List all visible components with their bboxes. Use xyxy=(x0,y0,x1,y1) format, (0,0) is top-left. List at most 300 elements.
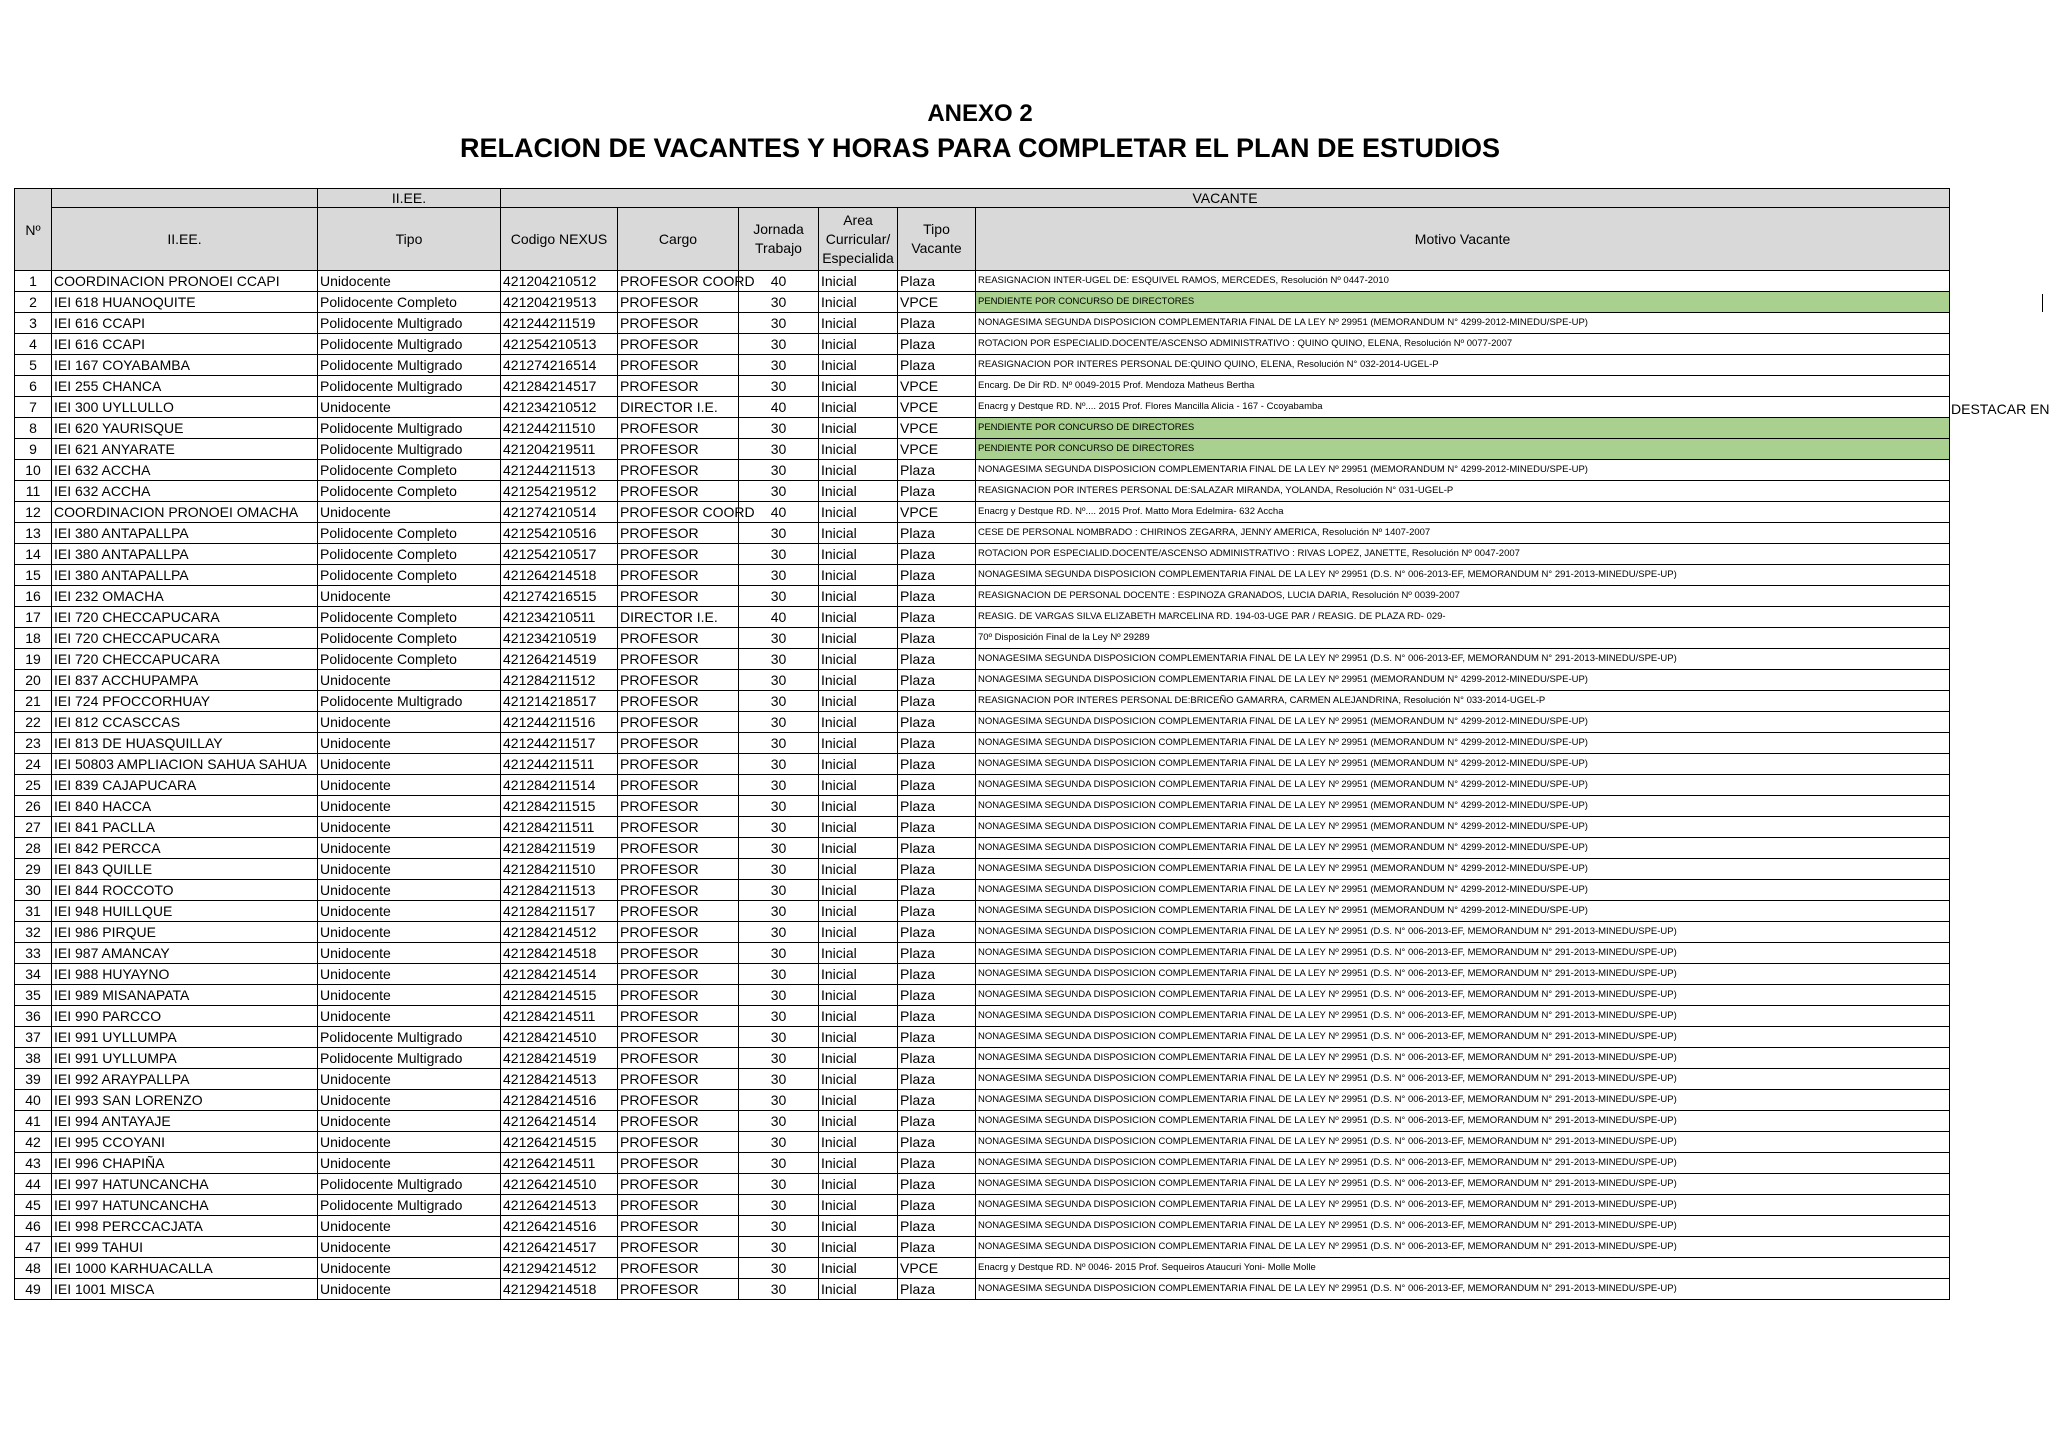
institution-type: Unidocente xyxy=(318,901,501,922)
nexus-code: 421284214512 xyxy=(501,922,618,943)
position: PROFESOR xyxy=(618,334,739,355)
vacancy-type: Plaza xyxy=(898,334,976,355)
row-number: 20 xyxy=(15,670,52,691)
row-number: 4 xyxy=(15,334,52,355)
position: PROFESOR xyxy=(618,544,739,565)
curricular-area: Inicial xyxy=(819,355,898,376)
table-row xyxy=(15,691,1950,712)
position: PROFESOR xyxy=(618,292,739,313)
row-number: 28 xyxy=(15,838,52,859)
institution-name: IEI 990 PARCCO xyxy=(52,1006,318,1027)
nexus-code: 421294214512 xyxy=(501,1258,618,1279)
vacancy-type: Plaza xyxy=(898,1048,976,1069)
position: PROFESOR xyxy=(618,1153,739,1174)
table-row xyxy=(15,1111,1950,1132)
vacancy-reason: NONAGESIMA SEGUNDA DISPOSICION COMPLEMENTARIA FINAL DE LA LEY Nº 29951 (D.S. N° 006-2013-EF, MEMORANDUM N° 291-2013-MINEDU/SPE-UP) xyxy=(976,964,1950,985)
curricular-area: Inicial xyxy=(819,880,898,901)
row-number: 31 xyxy=(15,901,52,922)
vacancy-type: Plaza xyxy=(898,607,976,628)
document-title: ANEXO 2 xyxy=(927,100,1033,127)
vacancy-type: Plaza xyxy=(898,460,976,481)
institution-type: Unidocente xyxy=(318,838,501,859)
institution-type: Polidocente Multigrado xyxy=(318,334,501,355)
curricular-area: Inicial xyxy=(819,1090,898,1111)
vacancy-reason: REASIGNACION POR INTERES PERSONAL DE:SALAZAR MIRANDA, YOLANDA, Resolución N° 031-UGEL-P xyxy=(976,481,1950,502)
work-hours: 30 xyxy=(739,1132,819,1153)
position: PROFESOR xyxy=(618,1090,739,1111)
table-row xyxy=(15,943,1950,964)
row-number: 48 xyxy=(15,1258,52,1279)
row-number: 35 xyxy=(15,985,52,1006)
vacancy-reason: NONAGESIMA SEGUNDA DISPOSICION COMPLEMENTARIA FINAL DE LA LEY Nº 29951 (MEMORANDUM N° 4299-2012-MINEDU/SPE-UP) xyxy=(976,460,1950,481)
work-hours: 30 xyxy=(739,943,819,964)
nexus-code: 421254219512 xyxy=(501,481,618,502)
nexus-code: 421264214516 xyxy=(501,1216,618,1237)
work-hours: 40 xyxy=(739,271,819,292)
work-hours: 30 xyxy=(739,544,819,565)
table-row xyxy=(15,922,1950,943)
institution-type: Unidocente xyxy=(318,397,501,418)
institution-type: Polidocente Multigrado xyxy=(318,1027,501,1048)
position: PROFESOR xyxy=(618,418,739,439)
vacancy-reason: REASIGNACION INTER-UGEL DE: ESQUIVEL RAMOS, MERCEDES, Resolución Nº 0447-2010 xyxy=(976,271,1950,292)
vacancy-reason: NONAGESIMA SEGUNDA DISPOSICION COMPLEMENTARIA FINAL DE LA LEY Nº 29951 (D.S. N° 006-2013-EF, MEMORANDUM N° 291-2013-MINEDU/SPE-UP) xyxy=(976,1237,1950,1258)
institution-type: Polidocente Multigrado xyxy=(318,376,501,397)
vacancy-type: Plaza xyxy=(898,712,976,733)
work-hours: 30 xyxy=(739,628,819,649)
position: PROFESOR xyxy=(618,460,739,481)
institution-name: IEI 724 PFOCCORHUAY xyxy=(52,691,318,712)
institution-type: Unidocente xyxy=(318,1111,501,1132)
nexus-code: 421244211511 xyxy=(501,754,618,775)
vacancy-type: VPCE xyxy=(898,292,976,313)
position: PROFESOR xyxy=(618,691,739,712)
vacancy-type: Plaza xyxy=(898,481,976,502)
table-row xyxy=(15,544,1950,565)
institution-type: Unidocente xyxy=(318,1216,501,1237)
institution-type: Polidocente Completo xyxy=(318,565,501,586)
table-row xyxy=(15,859,1950,880)
curricular-area: Inicial xyxy=(819,691,898,712)
institution-type: Unidocente xyxy=(318,796,501,817)
curricular-area: Inicial xyxy=(819,523,898,544)
institution-type: Polidocente Completo xyxy=(318,649,501,670)
table-row xyxy=(15,754,1950,775)
position: DIRECTOR I.E. xyxy=(618,397,739,418)
institution-name: IEI 996 CHAPIÑA xyxy=(52,1153,318,1174)
vacancy-reason: NONAGESIMA SEGUNDA DISPOSICION COMPLEMENTARIA FINAL DE LA LEY Nº 29951 (D.S. N° 006-2013-EF, MEMORANDUM N° 291-2013-MINEDU/SPE-UP) xyxy=(976,1027,1950,1048)
nexus-code: 421274216515 xyxy=(501,586,618,607)
institution-name: IEI 993 SAN LORENZO xyxy=(52,1090,318,1111)
row-number: 30 xyxy=(15,880,52,901)
work-hours: 30 xyxy=(739,1153,819,1174)
col-header-number: Nº xyxy=(15,189,52,271)
row-number: 14 xyxy=(15,544,52,565)
curricular-area: Inicial xyxy=(819,460,898,481)
institution-name: IEI 813 DE HUASQUILLAY xyxy=(52,733,318,754)
vacancy-type: Plaza xyxy=(898,859,976,880)
position: PROFESOR xyxy=(618,670,739,691)
row-number: 15 xyxy=(15,565,52,586)
row-number: 32 xyxy=(15,922,52,943)
curricular-area: Inicial xyxy=(819,1132,898,1153)
vacancy-reason: NONAGESIMA SEGUNDA DISPOSICION COMPLEMENTARIA FINAL DE LA LEY Nº 29951 (D.S. N° 006-2013-EF, MEMORANDUM N° 291-2013-MINEDU/SPE-UP) xyxy=(976,1048,1950,1069)
row-number: 22 xyxy=(15,712,52,733)
institution-name: IEI 50803 AMPLIACION SAHUA SAHUA xyxy=(52,754,318,775)
vacancy-reason: NONAGESIMA SEGUNDA DISPOSICION COMPLEMENTARIA FINAL DE LA LEY Nº 29951 (D.S. N° 006-2013-EF, MEMORANDUM N° 291-2013-MINEDU/SPE-UP) xyxy=(976,1090,1950,1111)
institution-name: IEI 632 ACCHA xyxy=(52,481,318,502)
institution-type: Polidocente Multigrado xyxy=(318,313,501,334)
nexus-code: 421264214517 xyxy=(501,1237,618,1258)
institution-type: Polidocente Completo xyxy=(318,544,501,565)
work-hours: 30 xyxy=(739,418,819,439)
row-number: 23 xyxy=(15,733,52,754)
row-number: 40 xyxy=(15,1090,52,1111)
institution-name: IEI 843 QUILLE xyxy=(52,859,318,880)
curricular-area: Inicial xyxy=(819,901,898,922)
vacancy-reason: CESE DE PERSONAL NOMBRADO : CHIRINOS ZEGARRA, JENNY AMERICA, Resolución Nº 1407-2007 xyxy=(976,523,1950,544)
curricular-area: Inicial xyxy=(819,649,898,670)
curricular-area: Inicial xyxy=(819,439,898,460)
nexus-code: 421284211517 xyxy=(501,901,618,922)
work-hours: 30 xyxy=(739,754,819,775)
position: PROFESOR xyxy=(618,859,739,880)
nexus-code: 421294214518 xyxy=(501,1279,618,1300)
vacancy-reason: PENDIENTE POR CONCURSO DE DIRECTORES xyxy=(976,418,1950,439)
table-row xyxy=(15,775,1950,796)
row-number: 38 xyxy=(15,1048,52,1069)
vacancy-type: Plaza xyxy=(898,880,976,901)
vacancy-type: Plaza xyxy=(898,817,976,838)
col-header-iiee: II.EE. xyxy=(52,208,318,271)
position: PROFESOR COORD xyxy=(618,271,739,292)
curricular-area: Inicial xyxy=(819,481,898,502)
row-number: 9 xyxy=(15,439,52,460)
institution-name: IEI 837 ACCHUPAMPA xyxy=(52,670,318,691)
nexus-code: 421284214516 xyxy=(501,1090,618,1111)
nexus-code: 421284211512 xyxy=(501,670,618,691)
row-number: 19 xyxy=(15,649,52,670)
position: PROFESOR xyxy=(618,733,739,754)
institution-type: Polidocente Multigrado xyxy=(318,418,501,439)
row-number: 34 xyxy=(15,964,52,985)
vacancy-reason: REASIGNACION DE PERSONAL DOCENTE : ESPINOZA GRANADOS, LUCIA DARIA, Resolución Nº 0039-2007 xyxy=(976,586,1950,607)
curricular-area: Inicial xyxy=(819,586,898,607)
work-hours: 30 xyxy=(739,1258,819,1279)
work-hours: 40 xyxy=(739,397,819,418)
vacancy-type: VPCE xyxy=(898,1258,976,1279)
table-row xyxy=(15,901,1950,922)
nexus-code: 421284214515 xyxy=(501,985,618,1006)
curricular-area: Inicial xyxy=(819,313,898,334)
institution-name: IEI 167 COYABAMBA xyxy=(52,355,318,376)
curricular-area: Inicial xyxy=(819,292,898,313)
institution-type: Unidocente xyxy=(318,1006,501,1027)
vacancy-type: Plaza xyxy=(898,1153,976,1174)
row-number: 47 xyxy=(15,1237,52,1258)
vacancy-type: Plaza xyxy=(898,691,976,712)
institution-name: IEI 840 HACCA xyxy=(52,796,318,817)
table-row xyxy=(15,565,1950,586)
nexus-code: 421284211510 xyxy=(501,859,618,880)
curricular-area: Inicial xyxy=(819,1237,898,1258)
col-header-motivo: Motivo Vacante xyxy=(976,208,1950,271)
institution-name: COORDINACION PRONOEI CCAPI xyxy=(52,271,318,292)
vacancy-type: Plaza xyxy=(898,943,976,964)
position: PROFESOR xyxy=(618,565,739,586)
table-row xyxy=(15,964,1950,985)
institution-name: COORDINACION PRONOEI OMACHA xyxy=(52,502,318,523)
nexus-code: 421284211514 xyxy=(501,775,618,796)
curricular-area: Inicial xyxy=(819,1258,898,1279)
position: PROFESOR xyxy=(618,1132,739,1153)
row-number: 33 xyxy=(15,943,52,964)
nexus-code: 421264214515 xyxy=(501,1132,618,1153)
nexus-code: 421284214510 xyxy=(501,1027,618,1048)
position: PROFESOR xyxy=(618,775,739,796)
group-header-vacante: VACANTE xyxy=(501,189,1950,208)
vacancy-reason: NONAGESIMA SEGUNDA DISPOSICION COMPLEMENTARIA FINAL DE LA LEY Nº 29951 (D.S. N° 006-2013-EF, MEMORANDUM N° 291-2013-MINEDU/SPE-UP) xyxy=(976,922,1950,943)
curricular-area: Inicial xyxy=(819,271,898,292)
institution-name: IEI 988 HUYAYNO xyxy=(52,964,318,985)
position: PROFESOR xyxy=(618,355,739,376)
nexus-code: 421204210512 xyxy=(501,271,618,292)
row-number: 45 xyxy=(15,1195,52,1216)
position: PROFESOR xyxy=(618,1258,739,1279)
institution-name: IEI 1001 MISCA xyxy=(52,1279,318,1300)
vacancy-reason: NONAGESIMA SEGUNDA DISPOSICION COMPLEMENTARIA FINAL DE LA LEY Nº 29951 (MEMORANDUM N° 4299-2012-MINEDU/SPE-UP) xyxy=(976,796,1950,817)
curricular-area: Inicial xyxy=(819,397,898,418)
institution-name: IEI 839 CAJAPUCARA xyxy=(52,775,318,796)
vacancy-reason: NONAGESIMA SEGUNDA DISPOSICION COMPLEMENTARIA FINAL DE LA LEY Nº 29951 (D.S. N° 006-2013-EF, MEMORANDUM N° 291-2013-MINEDU/SPE-UP) xyxy=(976,1174,1950,1195)
institution-name: IEI 618 HUANOQUITE xyxy=(52,292,318,313)
table-row xyxy=(15,1132,1950,1153)
table-row xyxy=(15,586,1950,607)
institution-name: IEI 720 CHECCAPUCARA xyxy=(52,607,318,628)
col-header-tipo: Tipo xyxy=(318,208,501,271)
curricular-area: Inicial xyxy=(819,1195,898,1216)
vacancy-reason: NONAGESIMA SEGUNDA DISPOSICION COMPLEMENTARIA FINAL DE LA LEY Nº 29951 (MEMORANDUM N° 4299-2012-MINEDU/SPE-UP) xyxy=(976,859,1950,880)
row-number: 29 xyxy=(15,859,52,880)
nexus-code: 421214218517 xyxy=(501,691,618,712)
vacancy-reason: NONAGESIMA SEGUNDA DISPOSICION COMPLEMENTARIA FINAL DE LA LEY Nº 29951 (D.S. N° 006-2013-EF, MEMORANDUM N° 291-2013-MINEDU/SPE-UP) xyxy=(976,1069,1950,1090)
institution-name: IEI 991 UYLLUMPA xyxy=(52,1027,318,1048)
position: PROFESOR xyxy=(618,1216,739,1237)
vacancy-reason: NONAGESIMA SEGUNDA DISPOSICION COMPLEMENTARIA FINAL DE LA LEY Nº 29951 (D.S. N° 006-2013-EF, MEMORANDUM N° 291-2013-MINEDU/SPE-UP) xyxy=(976,649,1950,670)
row-number: 6 xyxy=(15,376,52,397)
institution-name: IEI 997 HATUNCANCHA xyxy=(52,1174,318,1195)
vacancy-type: Plaza xyxy=(898,565,976,586)
institution-type: Polidocente Multigrado xyxy=(318,691,501,712)
vacancy-type: Plaza xyxy=(898,313,976,334)
nexus-code: 421204219511 xyxy=(501,439,618,460)
vacancy-type: Plaza xyxy=(898,1279,976,1300)
vacancy-type: Plaza xyxy=(898,628,976,649)
work-hours: 30 xyxy=(739,334,819,355)
row-number: 21 xyxy=(15,691,52,712)
institution-name: IEI 380 ANTAPALLPA xyxy=(52,544,318,565)
work-hours: 30 xyxy=(739,775,819,796)
institution-type: Unidocente xyxy=(318,943,501,964)
row-number: 39 xyxy=(15,1069,52,1090)
institution-type: Polidocente Completo xyxy=(318,292,501,313)
work-hours: 30 xyxy=(739,859,819,880)
col-header-codigo: Codigo NEXUS xyxy=(501,208,618,271)
institution-name: IEI 997 HATUNCANCHA xyxy=(52,1195,318,1216)
institution-type: Polidocente Multigrado xyxy=(318,1174,501,1195)
position: PROFESOR xyxy=(618,1237,739,1258)
table-row xyxy=(15,1216,1950,1237)
curricular-area: Inicial xyxy=(819,1153,898,1174)
vacancy-reason: Enacrg y Destque RD. Nº 0046- 2015 Prof. Sequeiros Ataucuri Yoni- Molle Molle xyxy=(976,1258,1950,1279)
nexus-code: 421254210516 xyxy=(501,523,618,544)
curricular-area: Inicial xyxy=(819,985,898,1006)
group-header-iiee: II.EE. xyxy=(318,189,501,208)
work-hours: 30 xyxy=(739,985,819,1006)
position: PROFESOR xyxy=(618,1279,739,1300)
position: PROFESOR xyxy=(618,880,739,901)
institution-type: Unidocente xyxy=(318,670,501,691)
vacancy-reason: NONAGESIMA SEGUNDA DISPOSICION COMPLEMENTARIA FINAL DE LA LEY Nº 29951 (D.S. N° 006-2013-EF, MEMORANDUM N° 291-2013-MINEDU/SPE-UP) xyxy=(976,1153,1950,1174)
work-hours: 30 xyxy=(739,817,819,838)
table-row xyxy=(15,733,1950,754)
nexus-code: 421284214519 xyxy=(501,1048,618,1069)
row-number: 27 xyxy=(15,817,52,838)
institution-type: Unidocente xyxy=(318,733,501,754)
position: PROFESOR xyxy=(618,985,739,1006)
table-row xyxy=(15,838,1950,859)
position: PROFESOR xyxy=(618,523,739,544)
work-hours: 30 xyxy=(739,586,819,607)
institution-type: Unidocente xyxy=(318,817,501,838)
table-row xyxy=(15,355,1950,376)
position: PROFESOR xyxy=(618,1174,739,1195)
institution-type: Unidocente xyxy=(318,985,501,1006)
work-hours: 30 xyxy=(739,838,819,859)
vacancy-reason: NONAGESIMA SEGUNDA DISPOSICION COMPLEMENTARIA FINAL DE LA LEY Nº 29951 (D.S. N° 006-2013-EF, MEMORANDUM N° 291-2013-MINEDU/SPE-UP) xyxy=(976,985,1950,1006)
position: PROFESOR xyxy=(618,376,739,397)
institution-type: Polidocente Multigrado xyxy=(318,1048,501,1069)
vacancy-type: Plaza xyxy=(898,355,976,376)
institution-name: IEI 999 TAHUI xyxy=(52,1237,318,1258)
position: PROFESOR xyxy=(618,628,739,649)
nexus-code: 421244211510 xyxy=(501,418,618,439)
institution-type: Polidocente Multigrado xyxy=(318,355,501,376)
institution-name: IEI 994 ANTAYAJE xyxy=(52,1111,318,1132)
vacancy-type: Plaza xyxy=(898,670,976,691)
side-note: DESTACAR EN xyxy=(1951,401,2050,417)
work-hours: 30 xyxy=(739,1090,819,1111)
curricular-area: Inicial xyxy=(819,1216,898,1237)
institution-type: Unidocente xyxy=(318,1279,501,1300)
table-row xyxy=(15,1090,1950,1111)
row-number: 17 xyxy=(15,607,52,628)
position: PROFESOR xyxy=(618,901,739,922)
work-hours: 30 xyxy=(739,481,819,502)
vacancy-type: VPCE xyxy=(898,502,976,523)
nexus-code: 421254210517 xyxy=(501,544,618,565)
institution-name: IEI 812 CCASCCAS xyxy=(52,712,318,733)
table-row xyxy=(15,1237,1950,1258)
work-hours: 30 xyxy=(739,355,819,376)
institution-type: Unidocente xyxy=(318,1132,501,1153)
nexus-code: 421244211516 xyxy=(501,712,618,733)
vacancy-reason: NONAGESIMA SEGUNDA DISPOSICION COMPLEMENTARIA FINAL DE LA LEY Nº 29951 (MEMORANDUM N° 4299-2012-MINEDU/SPE-UP) xyxy=(976,754,1950,775)
table-row xyxy=(15,1153,1950,1174)
institution-name: IEI 380 ANTAPALLPA xyxy=(52,565,318,586)
vacancy-reason: ROTACION POR ESPECIALID.DOCENTE/ASCENSO ADMINISTRATIVO : QUINO QUINO, ELENA, Resolución Nº 0077-2007 xyxy=(976,334,1950,355)
vacancy-type: Plaza xyxy=(898,1216,976,1237)
position: PROFESOR xyxy=(618,313,739,334)
position: PROFESOR xyxy=(618,943,739,964)
position: PROFESOR xyxy=(618,922,739,943)
institution-name: IEI 300 UYLLULLO xyxy=(52,397,318,418)
row-number: 16 xyxy=(15,586,52,607)
curricular-area: Inicial xyxy=(819,712,898,733)
vacancy-type: VPCE xyxy=(898,376,976,397)
position: PROFESOR xyxy=(618,481,739,502)
institution-type: Unidocente xyxy=(318,1153,501,1174)
work-hours: 30 xyxy=(739,565,819,586)
institution-name: IEI 616 CCAPI xyxy=(52,334,318,355)
vacancy-type: Plaza xyxy=(898,1111,976,1132)
document-subtitle: RELACION DE VACANTES Y HORAS PARA COMPLETAR EL PLAN DE ESTUDIOS xyxy=(459,133,1501,163)
work-hours: 30 xyxy=(739,670,819,691)
vacancy-reason: Encarg. De Dir RD. Nº 0049-2015 Prof. Mendoza Matheus Bertha xyxy=(976,376,1950,397)
institution-name: IEI 992 ARAYPALLPA xyxy=(52,1069,318,1090)
row-number: 18 xyxy=(15,628,52,649)
curricular-area: Inicial xyxy=(819,859,898,880)
row-number: 2 xyxy=(15,292,52,313)
table-row xyxy=(15,397,1950,418)
vacancy-reason: Enacrg y Destque RD. Nº.... 2015 Prof. Flores Mancilla Alicia - 167 - Ccoyabamba xyxy=(976,397,1950,418)
work-hours: 30 xyxy=(739,964,819,985)
vacancy-type: Plaza xyxy=(898,544,976,565)
institution-type: Unidocente xyxy=(318,964,501,985)
row-number: 1 xyxy=(15,271,52,292)
nexus-code: 421284214514 xyxy=(501,964,618,985)
institution-name: IEI 986 PIRQUE xyxy=(52,922,318,943)
institution-type: Unidocente xyxy=(318,880,501,901)
institution-type: Unidocente xyxy=(318,1258,501,1279)
vacancy-reason: NONAGESIMA SEGUNDA DISPOSICION COMPLEMENTARIA FINAL DE LA LEY Nº 29951 (D.S. N° 006-2013-EF, MEMORANDUM N° 291-2013-MINEDU/SPE-UP) xyxy=(976,1279,1950,1300)
institution-type: Unidocente xyxy=(318,586,501,607)
vacancy-reason: NONAGESIMA SEGUNDA DISPOSICION COMPLEMENTARIA FINAL DE LA LEY Nº 29951 (D.S. N° 006-2013-EF, MEMORANDUM N° 291-2013-MINEDU/SPE-UP) xyxy=(976,1216,1950,1237)
table-row xyxy=(15,1195,1950,1216)
position: PROFESOR xyxy=(618,586,739,607)
vacancy-type: Plaza xyxy=(898,1174,976,1195)
vacancy-type: Plaza xyxy=(898,1069,976,1090)
vacancy-reason: NONAGESIMA SEGUNDA DISPOSICION COMPLEMENTARIA FINAL DE LA LEY Nº 29951 (MEMORANDUM N° 4299-2012-MINEDU/SPE-UP) xyxy=(976,880,1950,901)
curricular-area: Inicial xyxy=(819,754,898,775)
institution-name: IEI 620 YAURISQUE xyxy=(52,418,318,439)
curricular-area: Inicial xyxy=(819,775,898,796)
table-row xyxy=(15,481,1950,502)
curricular-area: Inicial xyxy=(819,628,898,649)
curricular-area: Inicial xyxy=(819,733,898,754)
position: PROFESOR xyxy=(618,1069,739,1090)
table-row xyxy=(15,1048,1950,1069)
nexus-code: 421284214518 xyxy=(501,943,618,964)
nexus-code: 421264214513 xyxy=(501,1195,618,1216)
col-header-tipo-vacante: Tipo Vacante xyxy=(898,208,976,271)
table-row xyxy=(15,376,1950,397)
nexus-code: 421234210519 xyxy=(501,628,618,649)
nexus-code: 421284211515 xyxy=(501,796,618,817)
table-row xyxy=(15,292,1950,313)
vacancy-type: Plaza xyxy=(898,1090,976,1111)
nexus-code: 421244211519 xyxy=(501,313,618,334)
